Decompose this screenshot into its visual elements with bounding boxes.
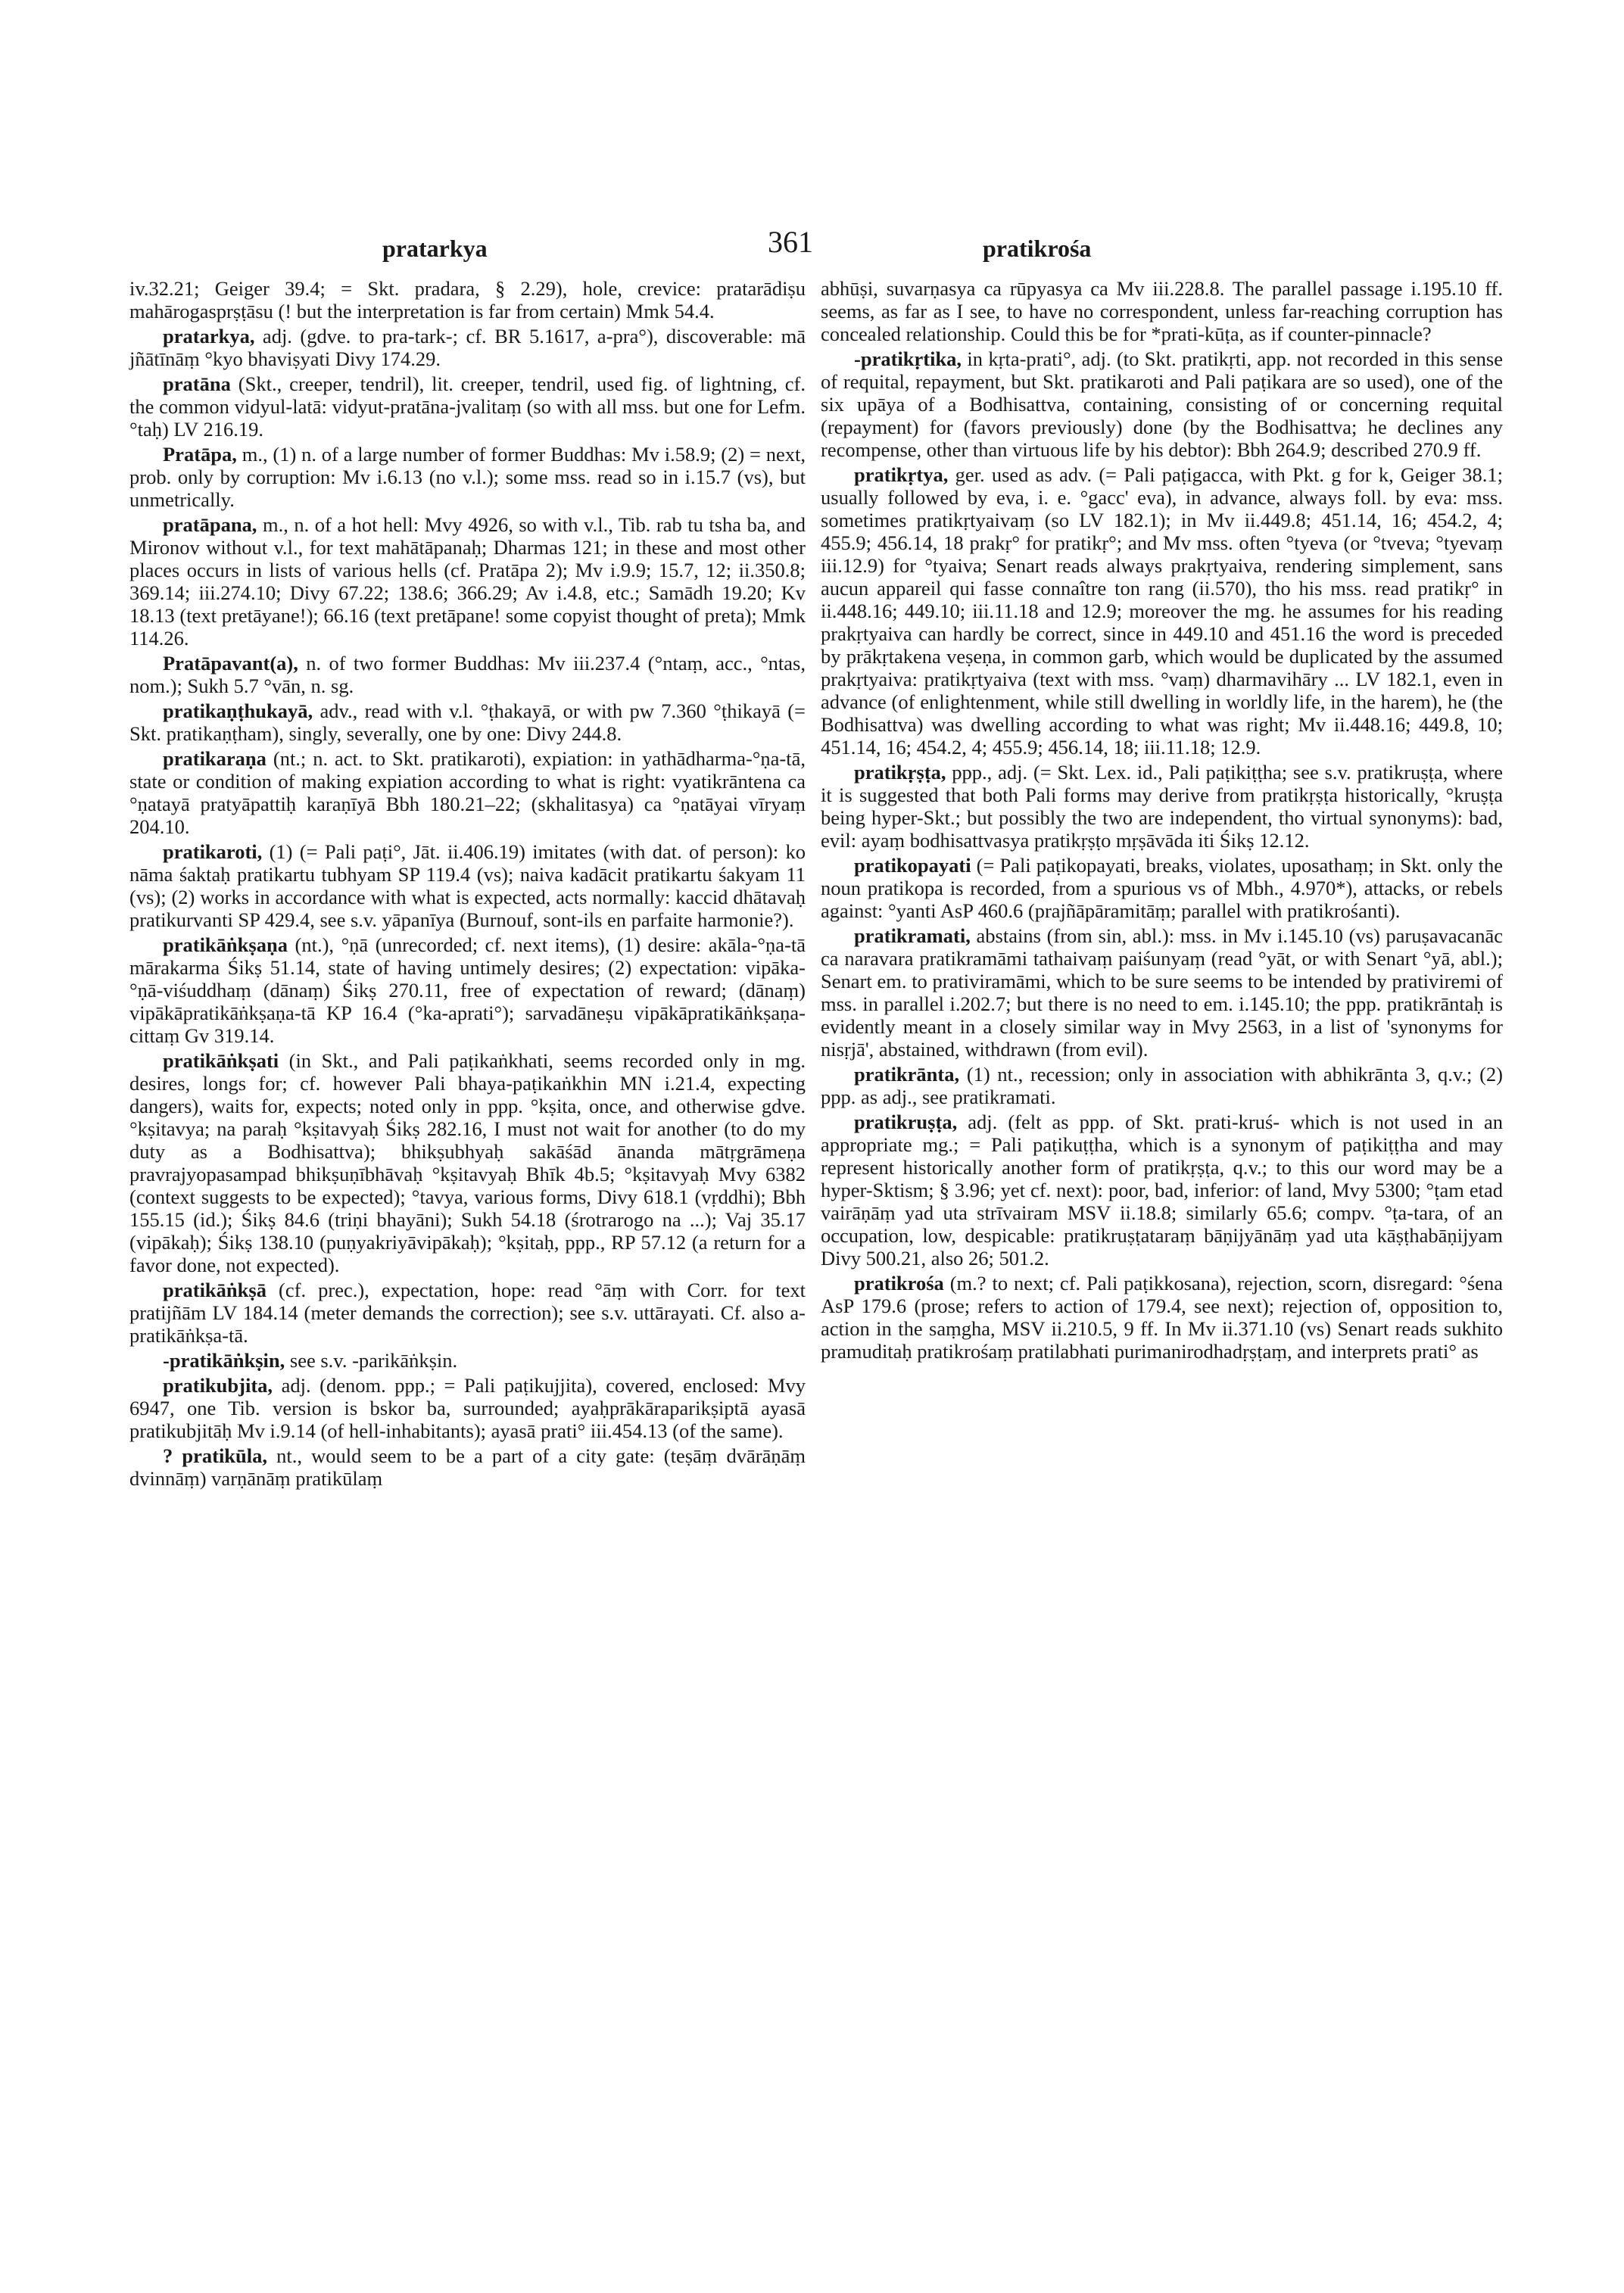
dictionary-entry [821, 1272, 1503, 1363]
entry-text: (in Skt., and Pali paṭikaṅkhati, seems recorded only in mg. desires, longs for; cf. however Pali bhaya-paṭikaṅkhin MN i.21.4, expecting dangers), waits for, expects; noted only in ppp. °kṣita, once, and otherwise gdve. °kṣitavya; na paraḥ °kṣitavyaḥ Śikṣ 282.16, I must not wait for another (to do my duty as a Bodhisattva); bhikṣubhyaḥ sakāśād ānanda mātṛgrāmeṇa pravrajyopasampad bhikṣuṇībhāvaḥ °kṣitavyaḥ Bhīk 4b.5; °kṣitavyaḥ Mvy 6382 (context suggests to be expected); °tavya, various forms, Divy 618.1 (vṛddhi); Bbh 155.15 (id.); Śikṣ 84.6 (triṇi bhayāni); Sukh 54.18 (śrotrarogo na ...); Vaj 35.17 (vipākaḥ); Śikṣ 138.10 (puṇyakriyāvipākaḥ); °kṣitaḥ, ppp., RP 57.12 (a return for a favor done, not expected). [129, 1049, 806, 1276]
dictionary-entry [129, 1444, 806, 1490]
entry-headword: pratarkya, [163, 325, 255, 347]
entry-headword: -pratikāṅkṣin, [163, 1349, 285, 1372]
entry-text: (Skt., creeper, tendril), lit. creeper, tendril, used fig. of lightning, cf. the common vidyul-latā: vidyut-pratāna-jvalitaṃ (so with all mss. but one for Lefm. °taḥ) LV 216.19. [129, 372, 806, 441]
entry-headword: pratikṛṣṭa, [854, 761, 946, 784]
entry-headword: pratikaroti, [163, 840, 263, 863]
entry-text: adv., read with v.l. °ṭhakayā, or with pw 7.360 °ṭhikayā (= Skt. pratikaṇṭham), singly, severally, one by one: Divy 244.8. [129, 699, 806, 745]
left-column [129, 277, 806, 1492]
entry-text: abstains (from sin, abl.): mss. in Mv i.145.10 (vs) paruṣavacanāc ca naravara pratikramāmi tathaivaṃ paiśunyaṃ (read °yāt, or with Senart °yā, abl.); Senart em. to prativiramāmi, which to be sure seems to be intended by prativiremi of mss. in parallel i.202.7; but there is no need to em. i.145.10; the ppp. pratikrāntaḥ is evidently meant in a closely similar way in Mvy 2563, in a list of 'synonyms for nisṛjā', abstained, withdrawn (from evil). [821, 924, 1503, 1061]
dictionary-entry [129, 1349, 806, 1372]
entry-headword: pratāna [163, 372, 231, 395]
entry-text: abhūṣi, suvarṇasya ca rūpyasya ca Mv iii.228.8. The parallel passage i.195.10 ff. seems, as far as I see, to have no correspondent, unless far-reaching corruption has concealed relationship. Could this be for *prati-kūṭa, as if counter-pinnacle? [821, 277, 1503, 345]
dictionary-entry [129, 372, 806, 441]
dictionary-entry [129, 277, 806, 322]
entry-headword: pratikṛtya, [854, 463, 949, 486]
entry-headword: pratāpana, [163, 513, 257, 536]
page-number: 361 [768, 225, 813, 259]
dictionary-entry [129, 699, 806, 745]
dictionary-entry [129, 933, 806, 1047]
dictionary-entry [821, 761, 1503, 852]
entry-headword: pratikruṣṭa, [854, 1111, 958, 1133]
dictionary-entry [129, 1049, 806, 1276]
entry-text: m., (1) n. of a large number of former Buddhas: Mv i.58.9; (2) = next, prob. only by corruption: Mv i.6.13 (no v.l.); some mss. read so in i.15.7 (vs), but unmetrically. [129, 443, 806, 511]
entry-text: (nt.; n. act. to Skt. pratikaroti), expiation: in yathādharma-°ṇa-tā, state or condition of making expiation according to what is right: vyatikrāntena ca °ṇatayā pratyāpattiḥ karaṇīyā Bbh 180.21–22; (skhalitasya) ca °ṇatāyai vīryaṃ 204.10. [129, 747, 806, 838]
entry-headword: pratikāṅkṣaṇa [163, 933, 288, 956]
dictionary-entry [821, 924, 1503, 1061]
dictionary-entry [821, 854, 1503, 922]
entry-headword: pratikubjita, [163, 1374, 273, 1397]
entry-text: adj. (gdve. to pra-tark-; cf. BR 5.1617, a-pra°), discoverable: mā jñātīnāṃ °kyo bhaviṣyati Divy 174.29. [129, 325, 806, 370]
dictionary-entry [821, 347, 1503, 461]
right-column [821, 277, 1503, 1365]
entry-text: iv.32.21; Geiger 39.4; = Skt. pradara, § 2.29), hole, crevice: pratarādiṣu mahārogasprṣṭāsu (! but the interpretation is far from certain) Mmk 54.4. [129, 277, 806, 322]
entry-text: (= Pali paṭikopayati, breaks, violates, uposathaṃ; in Skt. only the noun pratikopa is recorded, from a spurious vs of Mbh., 4.970*), attacks, or rebels against: °yanti AsP 460.6 (prajñāpāramitāṃ; parallel with pratikrośanti). [821, 854, 1503, 922]
dictionary-entry [129, 840, 806, 931]
entry-text: n. of two former Buddhas: Mv iii.237.4 (°ntaṃ, acc., °ntas, nom.); Sukh 5.7 °vān, n. sg. [129, 652, 806, 697]
entry-text: adj. (denom. ppp.; = Pali paṭikujjita), covered, enclosed: Mvy 6947, one Tib. version is bskor ba, surrounded; ayaḥprākāraparikṣiptā ayasā pratikubjitāḥ Mv i.9.14 (of hell-inhabitants); ayasā prati° iii.454.13 (of the same). [129, 1374, 806, 1442]
entry-text: in kṛta-prati°, adj. (to Skt. pratikṛti, app. not recorded in this sense of requital, repayment, but Skt. pratikaroti and Pali paṭikara are so used), one of the six upāya of a Bodhisattva, containing, consisting of or concerning requital (repayment) for (favors previously) done (by the Bodhisattva; he declines any recompense, other than virtuous life by his debtor): Bbh 264.9; described 270.9 ff. [821, 347, 1503, 461]
entry-text: (1) nt., recession; only in association with abhikrānta 3, q.v.; (2) ppp. as adj., see pratikramati. [821, 1063, 1503, 1108]
dictionary-entry [129, 443, 806, 511]
entry-text: ger. used as adv. (= Pali paṭigacca, with Pkt. g for k, Geiger 38.1; usually followed by eva, i. e. °gacc' eva), in advance, always foll. by eva: mss. sometimes pratikṛtyaivaṃ (so LV 182.1); in Mv ii.449.8; 451.14, 16; 454.2, 4; 455.9; 456.14, 18 prakṛ° for pratikṛ°; and Mv mss. often °tyeva (or °tveva; °tyevaṃ iii.12.9) for °tyaiva; Senart reads always prakṛtyaiva, rendering simplement, sans aucun appareil qui fasse connaître ton rang (ii.570), tho his mss. read pratikṛ° in ii.448.16; 449.10; iii.11.18 and 12.9; moreover the mg. he assumes for his reading prakṛtyaiva can hardly be correct, since in 449.10 and 451.16 the word is preceded by prākṛtakena veṣeṇa, in common garb, which would be duplicated by the assumed prakṛtyaiva: pratikṛtyaiva (text with mss. °vaṃ) dharmavihāry ... LV 182.1, even in advance (of enlightenment, while still dwelling in worldly life, in the harem), he (the Bodhisattva) was dwelling according to what was right; Mv ii.448.16; 449.8, 10; 451.14, 16; 454.2, 4; 455.9; 456.14, 18; iii.11.18; 12.9. [821, 463, 1503, 759]
entry-text: see s.v. -parikāṅkṣin. [285, 1349, 458, 1372]
entry-headword: Pratāpavant(a), [163, 652, 298, 675]
dictionary-entry [129, 325, 806, 370]
entry-text: adj. (felt as ppp. of Skt. prati-kruś- which is not used in an appropriate mg.; = Pali paṭikuṭṭha, which is a synonym of paṭikiṭṭha and may represent historically another form of pratikṛṣṭa, q.v.; to this our word may be a hyper-Sktism; § 3.96; yet cf. next): poor, bad, inferior: of land, Mvy 5300; °ṭam etad vairāṇāṃ yad uta strīvairam MSV ii.18.8; similarly 65.6; compv. °ṭa-tara, of an occupation, low, despicable: pratikruṣṭataraṃ bāṇijyānāṃ yad uta kāṣṭhabāṇijyam Divy 500.21, also 26; 501.2. [821, 1111, 1503, 1270]
dictionary-entry [129, 652, 806, 697]
entry-headword: ? pratikūla, [163, 1444, 268, 1467]
entry-headword: pratikāṅkṣā [163, 1279, 267, 1301]
entry-text: (nt.), °ṇā (unrecorded; cf. next items), (1) desire: akāla-°ṇa-tā mārakarma Śikṣ 51.14, state of having untimely desires; (2) expectation: vipāka-°ṇā-viśuddhaṃ (dānaṃ) Śikṣ 270.11, free of expectation of reward; (dānaṃ) vipākāpratikāṅkṣaṇa-tā KP 16.4 (°ka-aprati°); sarvadāneṣu vipākāpratikāṅkṣaṇa-cittaṃ Gv 319.14. [129, 933, 806, 1047]
entry-text: m., n. of a hot hell: Mvy 4926, so with v.l., Tib. rab tu tsha ba, and Mironov without v.l., for text mahātāpanaḥ; Dharmas 121; in these and most other places occurs in lists of various hells (cf. Pratāpa 2); Mv i.9.9; 15.7, 12; ii.350.8; 369.14; iii.274.10; Divy 67.22; 138.6; 366.29; Av i.4.8, etc.; Samādh 19.20; Kv 18.13 (text pretāyane!); 66.16 (text pretāpane! some copyist thought of preta); Mmk 114.26. [129, 513, 806, 650]
dictionary-entry [129, 1374, 806, 1442]
entry-text: nt., would seem to be a part of a city gate: (teṣāṃ dvārāṇāṃ dvinnāṃ) varṇānāṃ pratikūlaṃ [129, 1444, 806, 1490]
entry-headword: pratikrośa [854, 1272, 944, 1294]
dictionary-entry [821, 463, 1503, 759]
entry-text: (m.? to next; cf. Pali paṭikkosana), rejection, scorn, disregard: °śena AsP 179.6 (prose; refers to action of 179.4, see next); rejection of, opposition to, action in the saṃgha, MSV ii.210.5, 9 ff. In Mv ii.371.10 (vs) Senart reads sukhito pramuditaḥ pratikrośaṃ pratilabhati purimanirodhadṛṣṭaṃ, and interprets prati° as [821, 1272, 1503, 1363]
entry-headword: -pratikṛtika, [854, 347, 962, 370]
entry-headword: Pratāpa, [163, 443, 237, 466]
entry-headword: pratikrānta, [854, 1063, 960, 1086]
entry-headword: pratikaṇṭhukayā, [163, 699, 313, 722]
dictionary-entry [821, 277, 1503, 345]
page-header [0, 224, 1624, 269]
entry-text: (1) (= Pali paṭi°, Jāt. ii.406.19) imitates (with dat. of person): ko nāma śaktaḥ pratikartu tubhyam SP 119.4 (vs); naiva kadācit pratikartu śakyam 11 (vs); (2) works in accordance with what is expected, acts normally: kaccid dhātavaḥ pratikurvanti SP 429.4, see s.v. yāpanīya (Burnouf, sont-ils en parfaite harmonie?). [129, 840, 806, 931]
dictionary-entry [821, 1111, 1503, 1270]
entry-headword: pratikopayati [854, 854, 971, 877]
left-running-headword: pratarkya [382, 235, 488, 262]
dictionary-entry [129, 1279, 806, 1347]
entry-headword: pratikramati, [854, 924, 971, 947]
entry-text: ppp., adj. (= Skt. Lex. id., Pali paṭikiṭṭha; see s.v. pratikruṣṭa, where it is suggested that both Pali forms may derive from pratikṛṣṭa historically, °kruṣṭa being hyper-Skt.; but possibly the two are independent, tho virtual synonyms): bad, evil: ayaṃ bodhisattvasya pratikṛṣṭo mṛṣāvāda iti Śikṣ 12.12. [821, 761, 1503, 852]
dictionary-entry [129, 747, 806, 838]
entry-headword: pratikāṅkṣati [163, 1049, 279, 1072]
right-running-headword: pratikrośa [983, 235, 1092, 262]
dictionary-entry [821, 1063, 1503, 1108]
dictionary-entry [129, 513, 806, 650]
entry-text: (cf. prec.), expectation, hope: read °āṃ with Corr. for text pratijñām LV 184.14 (meter demands the correction); see s.v. uttārayati. Cf. also a-pratikāṅkṣa-tā. [129, 1279, 806, 1347]
entry-headword: pratikaraṇa [163, 747, 267, 770]
